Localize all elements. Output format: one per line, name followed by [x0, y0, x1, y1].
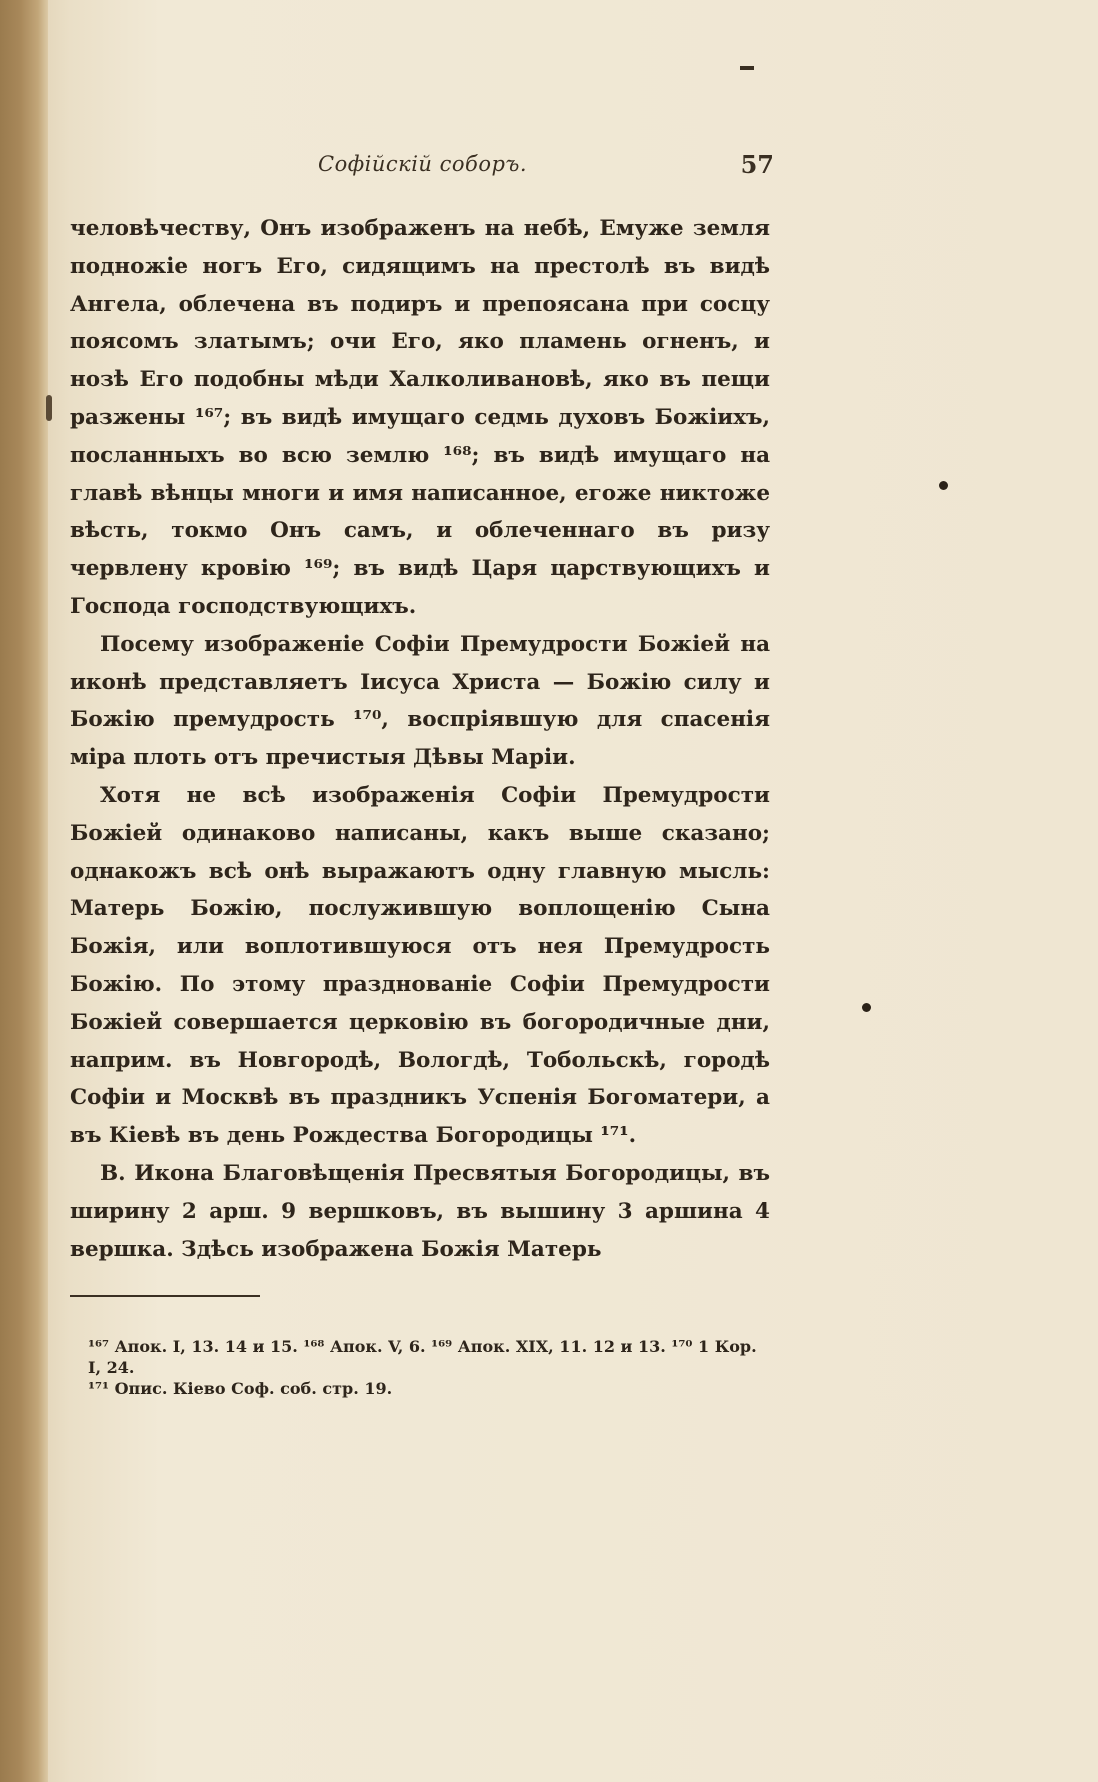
paragraph-4: В. Икона Благовѣщенія Пресвятыя Богородицы, въ ширину 2 арш. 9 вершковъ, въ вышину 3 аршина 4 вершка. Здѣсь изображена Божія Матерь [70, 1160, 770, 1262]
running-title: Софійскій соборъ. [318, 152, 528, 176]
paragraph-3: Хотя не всѣ изображенія Софіи Премудрости Божіей одинаково написаны, какъ выше сказано; однакожъ всѣ онѣ выражаютъ одну главную мысль: Матерь Божію, послужившую воплощенію Сына Божія, или воплотившуюся отъ нея Премудрость Божію. По этому празднованіе Софіи Премудрости Божіей совершается церковію въ богородичные дни, наприм. въ Новгородѣ, Вологдѣ, Тобольскѣ, городѣ Софіи и Москвѣ въ праздникъ Успенія Богоматери, а въ Кіевѣ въ день Рождества Богородицы ¹⁷¹. [70, 782, 770, 1149]
top-dash-mark [740, 66, 754, 70]
footnotes [88, 1336, 770, 1399]
ink-speck [939, 481, 948, 490]
paragraph-2: Посему изображеніе Софіи Премудрости Божіей на иконѣ представляетъ Іисуса Христа — Божію силу и Божію премудрость ¹⁷⁰, воспріявшую для спасенія міра плоть отъ пречистыя Дѣвы Маріи. [70, 631, 770, 771]
book-spine-edge [0, 0, 48, 1782]
spine-mark [46, 395, 52, 421]
page-number: 57 [740, 150, 774, 179]
paragraph-1: человѣчеству, Онъ изображенъ на небѣ, Емуже земля подножіе ногъ Его, сидящимъ на престолѣ въ видѣ Ангела, облечена въ подиръ и препоясана при сосцу поясомъ златымъ; очи Его, яко пламень огненъ, и нозѣ Его подобны мѣди Халколивановѣ, яко въ пещи разжены ¹⁶⁷; въ видѣ имущаго седмь духовъ Божіихъ, посланныхъ во всю землю ¹⁶⁸; въ видѣ имущаго на главѣ вѣнцы многи и имя написанное, егоже никтоже вѣсть, токмо Онъ самъ, и облеченнаго въ ризу червлену кровію ¹⁶⁹; въ видѣ Царя царствующихъ и Господа господствующихъ. [70, 216, 770, 619]
footnote-line-1: ¹⁶⁷ Апок. I, 13. 14 и 15. ¹⁶⁸ Апок. V, 6. ¹⁶⁹ Апок. XIX, 11. 12 и 13. ¹⁷⁰ 1 Кор. I, 24. [88, 1337, 757, 1377]
ink-speck [862, 1003, 871, 1012]
footnote-divider [70, 1295, 260, 1297]
page-header [70, 150, 774, 184]
main-text [70, 210, 770, 1268]
footnote-line-2: ¹⁷¹ Опис. Кіево Соф. соб. стр. 19. [88, 1379, 393, 1398]
